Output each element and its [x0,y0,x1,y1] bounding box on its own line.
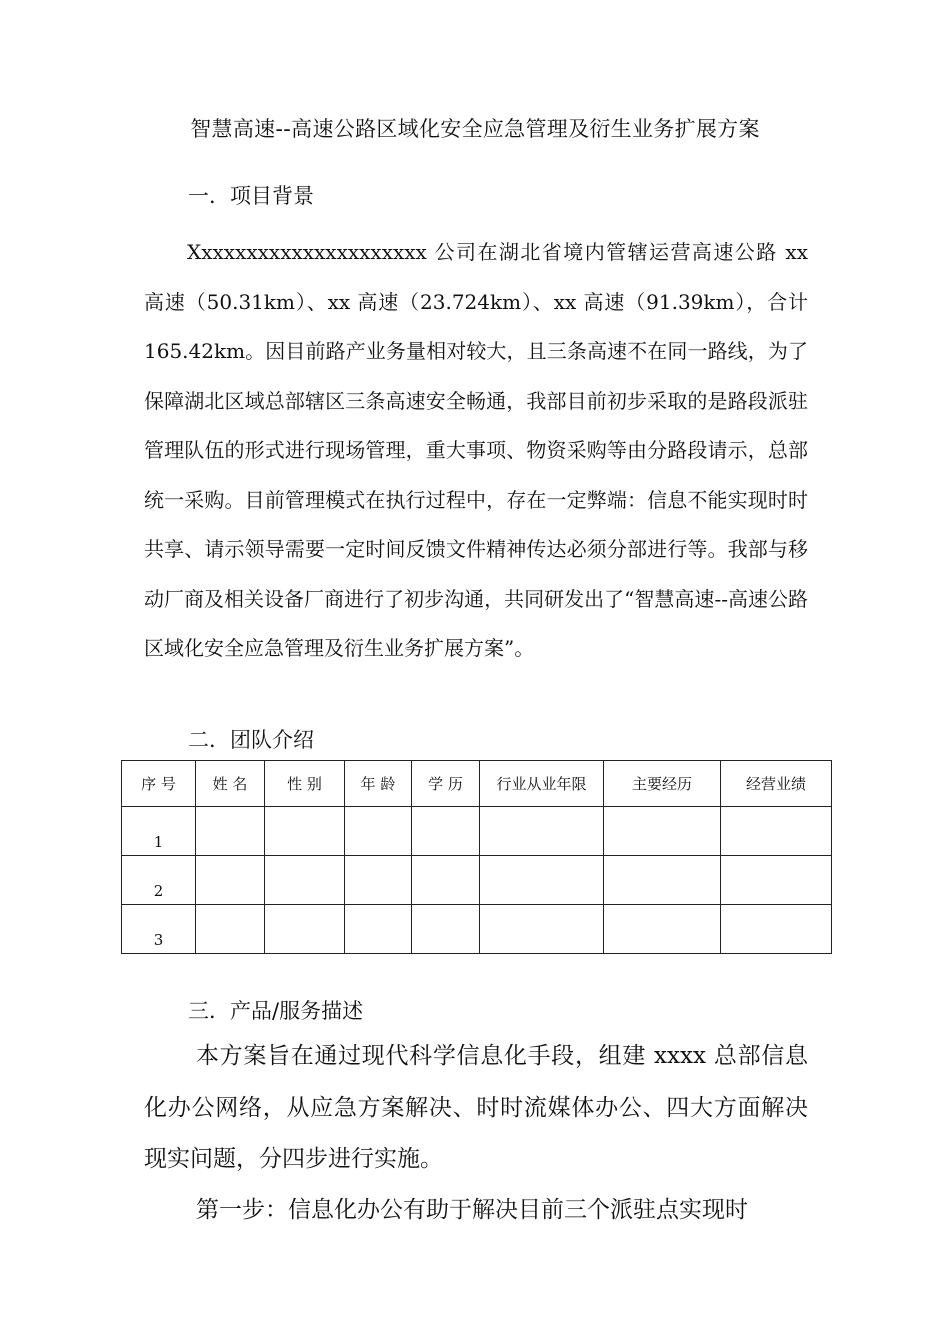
table-cell [412,905,480,954]
table-cell [265,807,345,856]
table-cell-index: 3 [122,905,196,954]
table-cell [604,807,721,856]
table-cell [721,856,832,905]
step-one-paragraph: 第一步：信息化办公有助于解决目前三个派驻点实现时 [196,1197,748,1223]
header-cell-index: 序 号 [122,761,196,807]
team-table-header-row [122,761,832,807]
section-heading-team: 二．团队介绍 [188,728,314,752]
header-cell-experience: 主要经历 [604,761,721,807]
table-cell [604,905,721,954]
product-paragraph: 本方案旨在通过现代科学信息化手段，组建 xxxx 总部信息化办公网络，从应急方案解决、时时流媒体办公、四大方面解决现实问题，分四步进行实施。 [144,1043,808,1172]
table-cell [412,856,480,905]
section-heading-product: 三．产品/服务描述 [188,999,364,1023]
table-cell [480,856,604,905]
table-cell [721,807,832,856]
header-cell-name: 姓 名 [196,761,265,807]
section-heading-background: 一．项目背景 [188,184,314,208]
header-cell-gender: 性 别 [265,761,345,807]
team-table [121,760,832,954]
table-cell [265,905,345,954]
table-cell [265,856,345,905]
table-cell [604,856,721,905]
table-row [122,856,832,905]
background-paragraph: Xxxxxxxxxxxxxxxxxxxxx 公司在湖北省境内管辖运营高速公路 xx 高速（50.31km）、xx 高速（23.724km）、xx 高速（91.39km），合计 165.42km。因目前路产业务量相对较大，且三条高速不在同一路线，为了保障湖北区域总部辖区三条高速安全畅通，我部目前初步采取的是路段派驻管理队伍的形式进行现场管理，重大事项、物资采购等由分路段请示，总部统一采购。目前管理模式在执行过程中，存在一定弊端：信息不能实现时时共享、请示领导需要一定时间反馈文件精神传达必须分部进行等。我部与移动厂商及相关设备厂商进行了初步沟通，共同研发出了“智慧高速--高速公路区域化安全应急管理及衍生业务扩展方案”。 [144,240,808,660]
document-title: 智慧高速--高速公路区域化安全应急管理及衍生业务扩展方案 [190,117,760,141]
header-cell-industry-years: 行业从业年限 [480,761,604,807]
table-row [122,807,832,856]
table-cell-index: 2 [122,856,196,905]
header-cell-education: 学 历 [412,761,480,807]
header-cell-age: 年 龄 [345,761,412,807]
header-cell-performance: 经营业绩 [721,761,832,807]
table-cell [480,905,604,954]
table-cell [196,905,265,954]
table-cell [345,807,412,856]
table-row [122,905,832,954]
table-cell [345,856,412,905]
table-cell [196,856,265,905]
table-cell [721,905,832,954]
table-cell [480,807,604,856]
table-cell [196,807,265,856]
table-cell-index: 1 [122,807,196,856]
table-cell [345,905,412,954]
table-cell [412,807,480,856]
